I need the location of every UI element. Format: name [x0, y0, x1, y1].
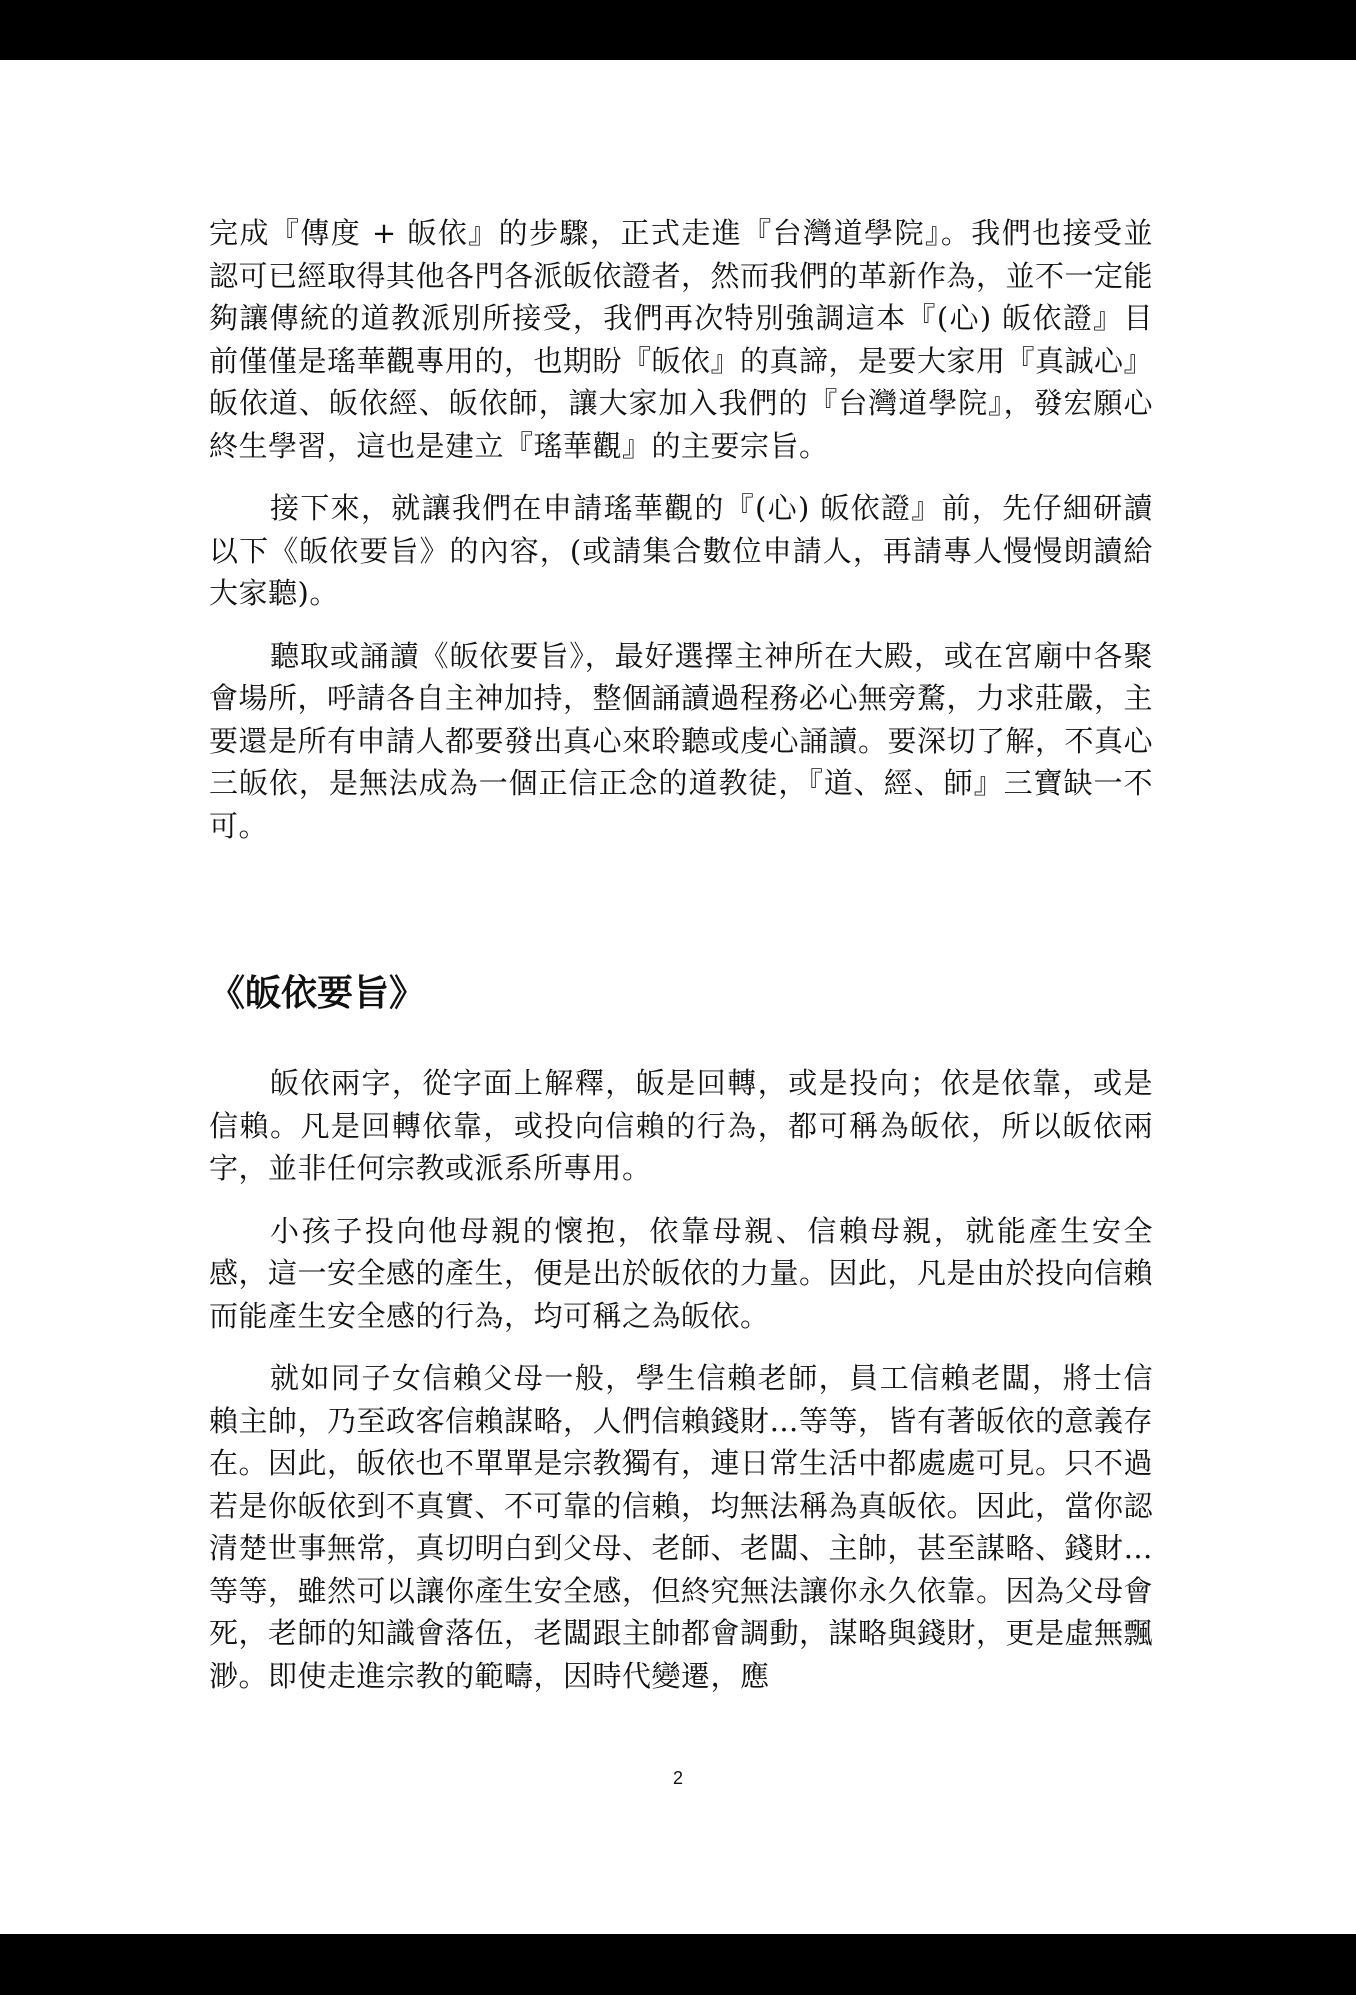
- section-text-block: [209, 1062, 1153, 1697]
- paragraph: 聽取或誦讀《皈依要旨》，最好選擇主神所在大殿，或在宮廟中各聚會場所，呼請各自主神加持，整個誦讀過程務必心無旁騖，力求莊嚴，主要還是所有申請人都要發出真心來聆聽或虔心誦讀。要深切了解，不真心三皈依，是無法成為一個正信正念的道教徒，『道、經、師』三寶缺一不可。: [209, 638, 1154, 843]
- intro-text-block: [209, 212, 1153, 847]
- paragraph: 就如同子女信賴父母一般，學生信賴老師，員工信賴老闆，將士信賴主帥，乃至政客信賴謀略，人們信賴錢財…等等，皆有著皈依的意義存在。因此，皈依也不單單是宗教獨有，連日常生活中都處處可見。只不過若是你皈依到不真實、不可靠的信賴，均無法稱為真皈依。因此，當你認清楚世事無常，真切明白到父母、老師、老闆、主帥，甚至謀略、錢財…等等，雖然可以讓你產生安全感，但終究無法讓你永久依靠。因為父母會死，老師的知識會落伍，老闆跟主帥都會調動，謀略與錢財，更是虛無飄渺。即使走進宗教的範疇，因時代變遷，應: [209, 1361, 1154, 1693]
- page-number: 2: [672, 1768, 683, 1788]
- document-page: [0, 60, 1356, 1934]
- section-heading: 《皈依要旨》: [209, 973, 426, 1014]
- paragraph: 接下來，就讓我們在申請瑤華觀的『(心) 皈依證』前，先仔細研讀以下《皈依要旨》的內容，(或請集合數位申請人，再請專人慢慢朗讀給大家聽)。: [209, 491, 1153, 610]
- paragraph: 完成『傳度 + 皈依』的步驟，正式走進『台灣道學院』。我們也接受並認可已經取得其他各門各派皈依證者，然而我們的革新作為，並不一定能夠讓傳統的道教派別所接受，我們再次特別強調這本『(心) 皈依證』目前僅僅是瑤華觀專用的，也期盼『皈依』的真諦，是要大家用『真誠心』皈依道、皈依經、皈依師，讓大家加入我們的『台灣道學院』，發宏願心終生學習，這也是建立『瑤華觀』的主要宗旨。: [209, 216, 1154, 463]
- paragraph: 小孩子投向他母親的懷抱，依靠母親、信賴母親，就能產生安全感，這一安全感的產生，便是出於皈依的力量。因此，凡是由於投向信賴而能產生安全感的行為，均可稱之為皈依。: [209, 1213, 1154, 1333]
- paragraph: 皈依兩字，從字面上解釋，皈是回轉，或是投向；依是依靠，或是信賴。凡是回轉依靠，或投向信賴的行為，都可稱為皈依，所以皈依兩字，並非任何宗教或派系所專用。: [209, 1066, 1153, 1185]
